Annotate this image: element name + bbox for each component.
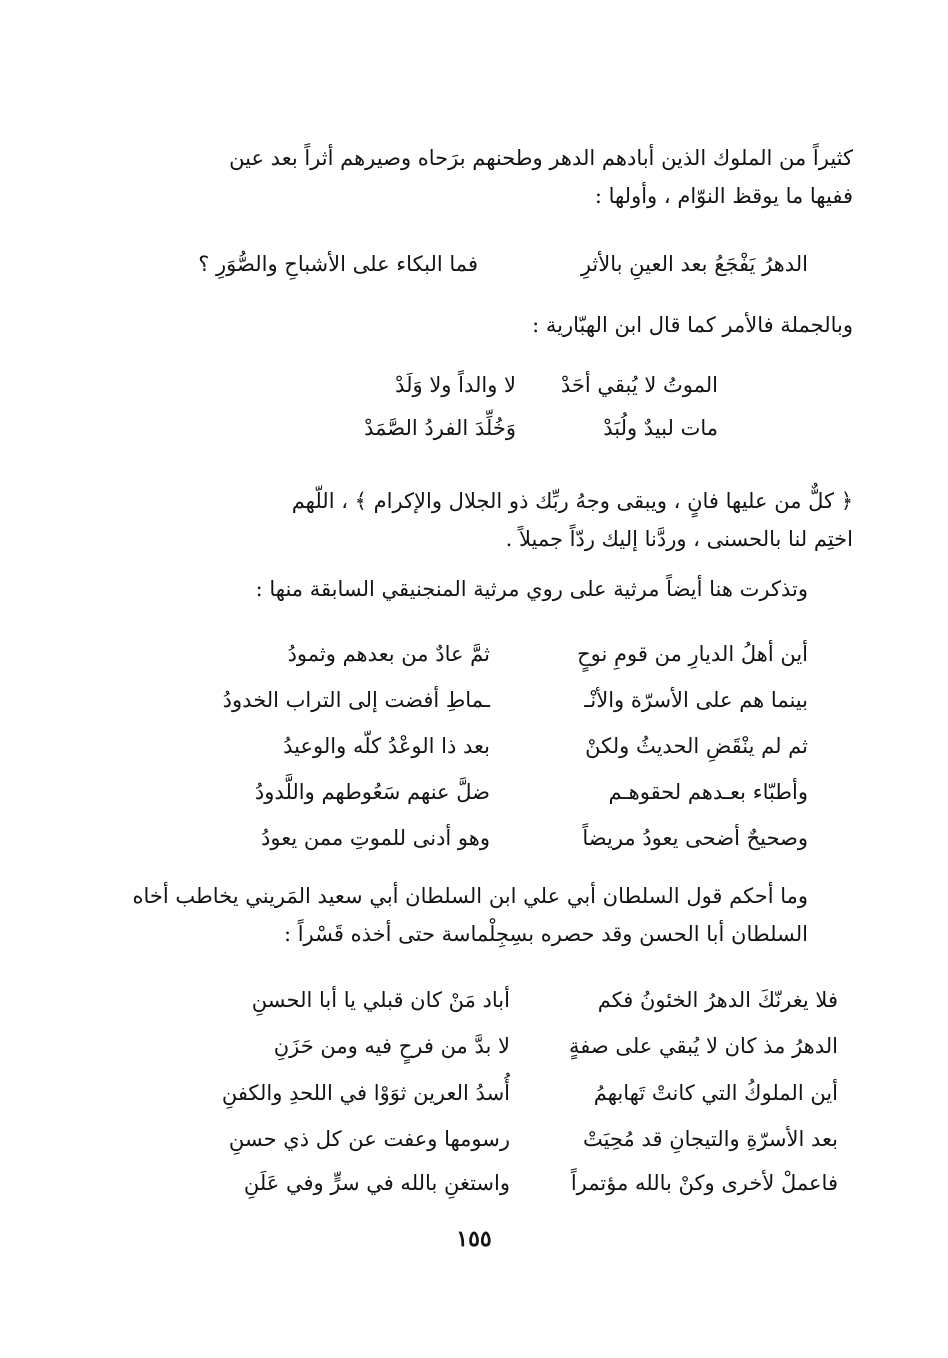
verse-hemistich-first: بعد الأسرّةِ والتيجانِ قد مُحِيَتْ xyxy=(583,1127,838,1151)
verse-hemistich-first: أين أهلُ الديارِ من قومِ نوحٍ xyxy=(577,642,808,666)
page-number: ١٥٥ xyxy=(456,1226,492,1252)
verse-hemistich-second: ضلَّ عنهم سَعُوطهم واللَّدودُ xyxy=(254,780,490,804)
verse-hemistich-first: الدهرُ يَفْجَعُ بعد العينِ بالأثرِ xyxy=(580,252,808,276)
verse-hemistich-second: وهو أدنى للموتِ ممن يعودُ xyxy=(261,826,490,850)
verse-hemistich-second: أُسدُ العرين ثوَوْا في اللحدِ والكفنِ xyxy=(221,1081,510,1105)
verse-hemistich-second: ثمَّ عادٌ من بعدهم وثمودُ xyxy=(287,642,490,666)
verse-hemistich-second: واستغنِ بالله في سرٍّ وفي عَلَنِ xyxy=(243,1171,510,1195)
text-line: اختِم لنا بالحسنى ، وردَّنا إليك ردّاً جميلاً . xyxy=(505,527,853,551)
verse-hemistich-second: رسومها وعفت عن كل ذي حسنِ xyxy=(228,1127,510,1151)
verse-hemistich-second: لا والداً ولا وَلَدْ xyxy=(395,373,516,397)
verse-hemistich-first: بينما هم على الأسرّة والأنْـ xyxy=(584,688,808,712)
paragraph-ibn-habbariya xyxy=(92,306,853,344)
verse-hemistich-first: فاعملْ لأخرى وكنْ بالله مؤتمراً xyxy=(570,1171,838,1195)
text-line: ﴿ كلٌّ من عليها فانٍ ، ويبقى وجهُ ربِّك ذو الجلال والإكرام ﴾ ، اللّهم xyxy=(291,489,853,513)
paragraph-intro xyxy=(92,139,853,215)
verse-hemistich-first: وأطبّاء بعـدهم لحقوهـم xyxy=(608,780,808,804)
text-line: ففيها ما يوقظ النوّام ، وأولها : xyxy=(594,184,853,208)
verse-hemistich-second: وَخُلِّدَ الفردُ الصَّمَدْ xyxy=(364,416,516,440)
verse-hemistich-second: بعد ذا الوعْدُ كلّه والوعيدُ xyxy=(283,734,490,758)
verse-hemistich-first: أين الملوكُ التي كانتْ تَهابهمُ xyxy=(593,1081,838,1105)
verse-hemistich-first: الدهرُ مذ كان لا يُبقي على صفةٍ xyxy=(568,1034,838,1058)
verse-hemistich-first: ثم لم ينْقَضِ الحديثُ ولكنْ xyxy=(585,734,808,758)
verse-hemistich-first: فلا يغرنّكَ الدهرُ الخئونُ فكم xyxy=(597,988,838,1012)
verse-hemistich-second: لا بدَّ من فرحٍ فيه ومن حَزَنِ xyxy=(273,1034,510,1058)
verse-hemistich-second: فما البكاء على الأشباحِ والصُّوَرِ ؟ xyxy=(198,252,478,276)
paragraph-sultan-intro xyxy=(92,877,808,953)
text-line: وبالجملة فالأمر كما قال ابن الهبّارية : xyxy=(532,313,853,337)
text-line: وتذكرت هنا أيضاً مرثية على روي مرثية المنجنيقي السابقة منها : xyxy=(255,577,808,601)
paragraph-quran-verse xyxy=(92,482,853,558)
verse-hemistich-first: الموتُ لا يُبقي أحَدْ xyxy=(560,373,718,397)
paragraph-elegy-intro xyxy=(92,570,808,608)
verse-hemistich-first: وصحيحٌ أضحى يعودُ مريضاً xyxy=(582,826,808,850)
verse-hemistich-first: مات لبيدٌ ولُبَدْ xyxy=(603,416,718,440)
text-line: كثيراً من الملوك الذين أبادهم الدهر وطحنهم برَحاه وصيرهم أثراً بعد عين xyxy=(229,146,853,170)
verse-hemistich-second: ـماطِ أفضت إلى التراب الخدودُ xyxy=(222,688,490,712)
verse-hemistich-second: أباد مَنْ كان قبلي يا أبا الحسنِ xyxy=(251,988,510,1012)
text-line: السلطان أبا الحسن وقد حصره بسِجِلْماسة حتى أخذه قَسْراً : xyxy=(283,922,808,946)
text-line: وما أحكم قول السلطان أبي علي ابن السلطان أبي سعيد المَريني يخاطب أخاه xyxy=(132,884,808,908)
